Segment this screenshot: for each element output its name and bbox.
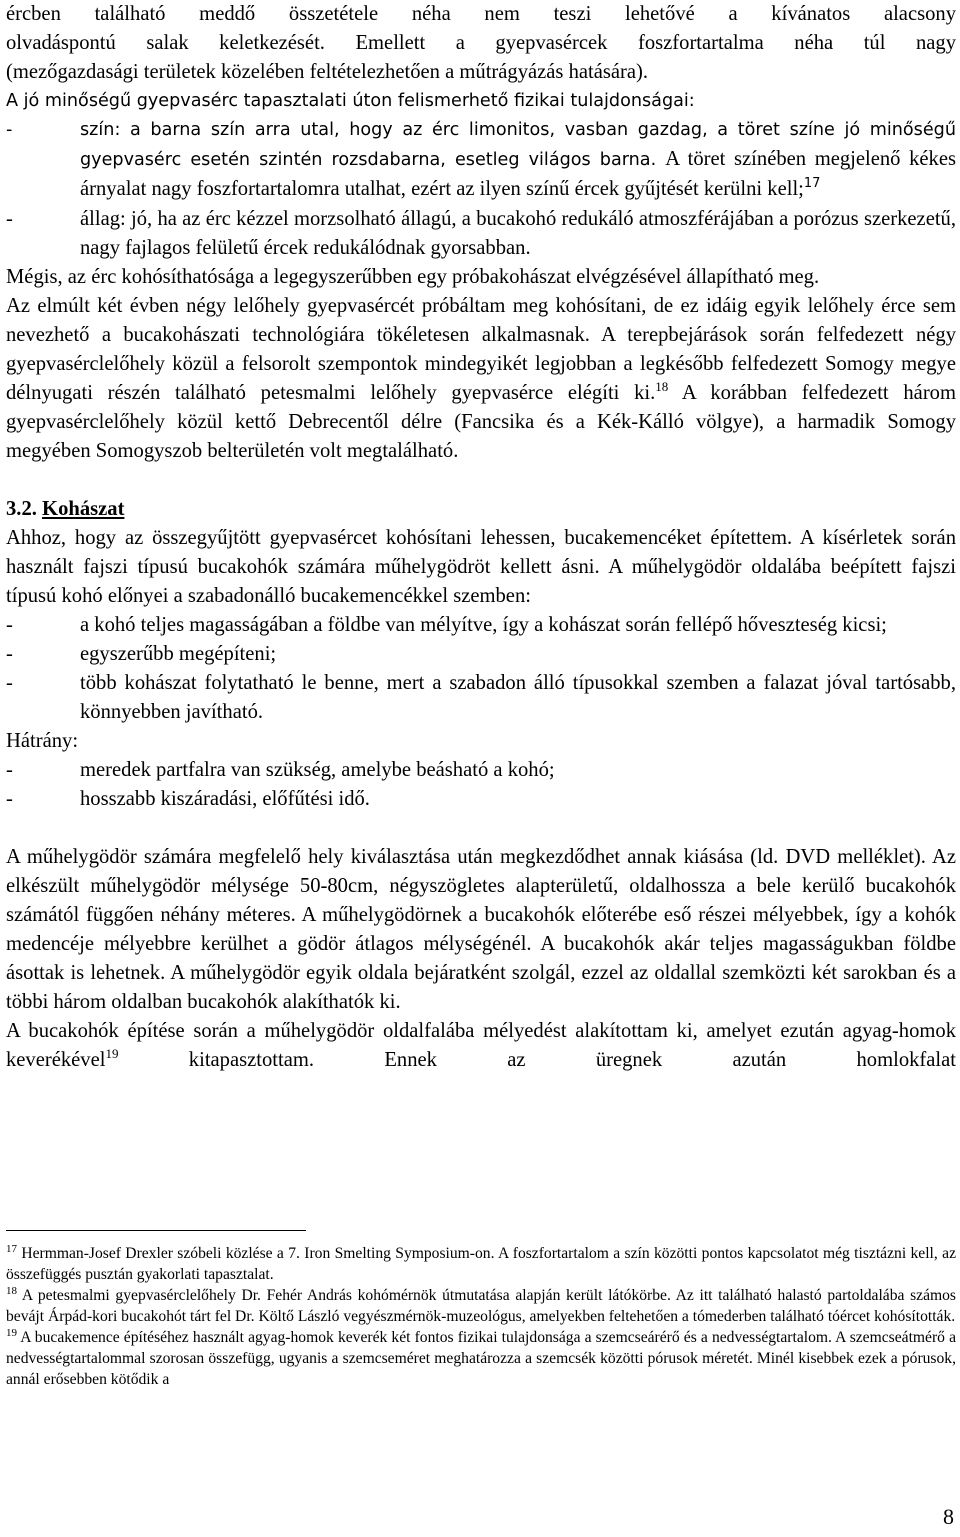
document-page — [6, 0, 957, 1529]
footnote-number: 18 — [6, 1285, 17, 1297]
paragraph-text: kitapasztottam. Ennek az üregnek azután homlokfalat — [188, 1049, 957, 1071]
list-item — [6, 785, 956, 814]
list-item-text: a kohó teljes magasságában a földbe van mélyítve, így a kohászat során fellépő hőveszteség kicsi; — [80, 614, 887, 636]
list-item-color — [6, 116, 956, 205]
footnote-text: A petesmalmi gyepvasérclelőhely Dr. Fehér András kohómérnök útmutatása alapján került látókörbe. Az itt található halastó partoldalába számos bevájt Árpád-kori bucakohót tárt fel Dr. Költő László vegyészmérnök-muzeológus, amelyekben feltehetően a tómederben található tóércet kohósították. — [6, 1287, 956, 1325]
list-item-text: állag: jó, ha az érc kézzel morzsolható állagú, a bucakohó redukáló atmoszférájában a porózus szerkezetű, nagy fajlagos felületű ércek redukálódnak gyorsabban. — [80, 208, 956, 259]
paragraph-text: A bucakohók építése során a műhelygödör oldalfalába mélyedést alakítottam ki, amelyet ezután agyag-homok keverékével — [6, 1020, 956, 1071]
section-title: Kohászat — [42, 498, 125, 520]
footnote — [6, 1285, 956, 1327]
list-dash: - — [6, 120, 13, 140]
section-number: 3.2. — [6, 498, 37, 520]
footnote-ref: 19 — [105, 1046, 119, 1061]
paragraph-line: ércben található meddő összetétele néha nem teszi lehetővé a kívánatos alacsony — [6, 3, 956, 25]
list-item — [6, 669, 956, 727]
footnote-number: 19 — [6, 1327, 17, 1339]
list-item-text: hosszabb kiszáradási, előfűtési idő. — [80, 788, 370, 810]
paragraph-line: (mezőgazdasági területek közelében feltételezhetően a műtrágyázás hatására). — [6, 61, 649, 83]
paragraph: Mégis, az érc kohósíthatósága a legegyszerűbben egy próbakohászat elvégzésével állapítható meg. — [6, 266, 820, 288]
footnote-separator — [6, 1230, 306, 1231]
list-item — [6, 756, 956, 785]
list-item-text: több kohászat folytatható le benne, mert a szabadon álló típusokkal szemben a falazat jóval tartósabb, könnyebben javítható. — [80, 672, 956, 723]
list-item-text: meredek partfalra van szükség, amelybe beásható a kohó; — [80, 759, 555, 781]
footnote-text: A bucakemence építéséhez használt agyag-homok keverék két fontos fizikai tulajdonsága a szemcseárérő és a nedvességtartalom. A szemcseátmérő a nedvességtartalommal szorosan összefügg, ugyanis a szemcseméret meghatározza a szemcsék közötti pórusok méretét. Minél kisebbek ezek a pórusok, annál erősebben kötődik a — [6, 1329, 956, 1388]
paragraph — [6, 1017, 956, 1075]
spacer — [6, 814, 956, 843]
paragraph-line: olvadáspontú salak keletkezését. Emellett a gyepvasércek foszfortartalma néha túl nagy — [6, 32, 956, 54]
list-item — [6, 640, 956, 669]
list-item-texture — [6, 205, 956, 263]
list-dash: - — [6, 672, 13, 694]
list-item-text: egyszerűbb megépíteni; — [80, 643, 277, 665]
paragraph: A műhelygödör számára megfelelő hely kiválasztása után megkezdődhet annak kiásása (ld. DVD melléklet). Az elkészült műhelygödör mélysége 50-80cm, négyszögletes alapterületű, oldalhossza a bele kerülő bucakohók számától függően néhány méteres. A műhelygödörnek a bucakohók előterébe eső részei mélyebbek, így a kohók medencéje mélyebbre kerülhet a gödör átlagos mélységénél. A bucakohók akár teljes magasságukban földbe ásottak is lehetnek. A műhelygödör egyik oldala bejáratként szolgál, ezzel az oldallal szemközti két sarokban és a többi három oldalban bucakohók alakíthatók ki. — [6, 846, 956, 1013]
drawback-label: Hátrány: — [6, 730, 79, 752]
footnote — [6, 1243, 956, 1285]
list-dash: - — [6, 614, 13, 636]
paragraph-text: Az elmúlt két évben négy lelőhely gyepvasércét próbáltam meg kohósítani, de ez idáig egyik lelőhely érce sem nevezhető a bucakohászati technológiára tökéletesen alkalmasnak. A terepbejárások során felfedezett négy gyepvasérclelőhely közül a felsorolt szempontok mindegyikét legjobban a legkésőbb felfedezett Somogy megye délnyugati részén található petesmalmi lelőhely gyepvasérce elégíti ki. — [6, 295, 956, 404]
body-text — [6, 0, 956, 1075]
list-dash: - — [6, 759, 13, 781]
list-dash: - — [6, 788, 13, 810]
paragraph: Ahhoz, hogy az összegyűjtött gyepvasércet kohósítani lehessen, bucakemencéket építettem. A kísérletek során használt fajszi típusú bucakohók számára műhelygödröt kellett ásni. A műhelygödör oldalába beépített fajszi típusú kohó előnyei a szabadonálló bucakemencékkel szemben: — [6, 527, 956, 607]
list-item-text: A töret színében megjelenő kékes árnyalat nagy foszfortartalomra utalhat, ezért az ilyen színű ércek gyűjtését kerülni kell; — [80, 148, 957, 200]
footnote-ref: 18 — [655, 379, 669, 394]
list-dash: - — [6, 208, 13, 230]
footnotes — [6, 1243, 956, 1390]
footnote-ref: 17 — [803, 176, 821, 191]
section-heading — [6, 495, 956, 524]
list-item — [6, 611, 956, 640]
list-dash: - — [6, 643, 13, 665]
paragraph — [6, 292, 956, 466]
footnote — [6, 1327, 956, 1390]
footnote-number: 17 — [6, 1243, 17, 1255]
paragraph-text: A korábban felfedezett három gyepvasérclelőhely közül kettő Debrecentől délre (Fancsika és a Kék-Kálló völgye), a harmadik Somogy megyében Somogyszob belterületén volt megtalálható. — [6, 382, 956, 462]
properties-intro: A jó minőségű gyepvasérc tapasztalati úton felismerhető fizikai tulajdonságai: — [6, 91, 695, 111]
list-item-text: szín: a barna szín arra utal, hogy az érc limonitos, vasban gazdag, a töret színe jó minőségű gyepvasérc esetén szintén rozsdabarna, esetleg világos barna. — [80, 120, 956, 170]
page-number: 8 — [943, 1504, 954, 1529]
footnote-text: Hermman-Josef Drexler szóbeli közlése a 7. Iron Smelting Symposium-on. A foszfortartalom a szín közötti pontos kapcsolatot még tisztázni kell, az összefüggés pusztán gyakorlati tapasztalat. — [6, 1245, 956, 1283]
spacer — [6, 466, 956, 495]
